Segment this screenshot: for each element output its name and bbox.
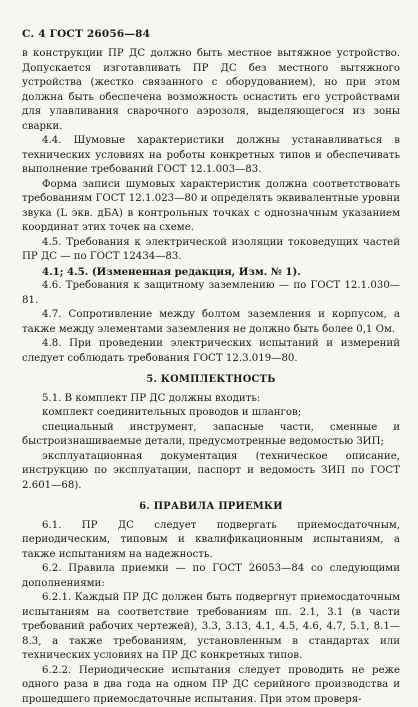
paragraph: 6.2.2. Периодические испытания следует проводить не реже одного раза в два года на одном ПР ДС серийного производства и прошедшего приемосдаточные испытания. При этом проверя- bbox=[22, 664, 400, 707]
paragraph: специальный инструмент, запасные части, сменные и быстроизнашиваемые детали, предусмотренные ведомостью ЗИП; bbox=[22, 421, 400, 450]
paragraph: 4.5. Требования к электрической изоляции токоведущих частей ПР ДС — по ГОСТ 12434—83. bbox=[22, 236, 400, 265]
paragraph: 6.2. Правила приемки — по ГОСТ 26053—84 со следующими дополнениями: bbox=[22, 562, 400, 591]
paragraph: 6.1. ПР ДС следует подвергать приемосдаточным, периодическим, типовым и квалификационным испытаниям, а также испытаниям на надежность. bbox=[22, 519, 400, 563]
paragraph: 4.6. Требования к защитному заземлению — по ГОСТ 12.1.030—81. bbox=[22, 279, 400, 308]
paragraph: комплект соединительных проводов и шлангов; bbox=[22, 406, 400, 421]
paragraph: 4.7. Сопротивление между болтом заземления и корпусом, а также между элементами заземления не должно быть более 0,1 Ом. bbox=[22, 308, 400, 337]
paragraph: 6.2.1. Каждый ПР ДС должен быть подвергнут приемосдаточным испытаниям на соответствие требованиям пп. 2.1, 3.1 (в части требований рабочих чертежей), 3.3, 3.13, 4.1, 4.5, 4.6, 4.7, 5.1, 8.1—8.3, а также требованиям, установленным в стандартах или технических условиях на ПР ДС конкретных типов. bbox=[22, 591, 400, 664]
paragraph: эксплуатационная документация (техническое описание, инструкцию по эксплуатации, паспорт и ведомость ЗИП по ГОСТ 2.601—68). bbox=[22, 450, 400, 494]
paragraph: 4.4. Шумовые характеристики должны устанавливаться в технических условиях на роботы конкретных типов и обеспечивать выполнение требований ГОСТ 12.1.003—83. bbox=[22, 134, 400, 178]
amendment-note: 4.1; 4.5. (Измененная редакция, Изм. № 1). bbox=[22, 265, 400, 280]
section-heading: 6. ПРАВИЛА ПРИЕМКИ bbox=[22, 500, 400, 515]
paragraph: 4.8. При проведении электрических испытаний и измерений следует соблюдать требования ГОСТ 12.3.019—80. bbox=[22, 337, 400, 366]
section-heading: 5. КОМПЛЕКТНОСТЬ bbox=[22, 373, 400, 388]
page-header: С. 4 ГОСТ 26056—84 bbox=[22, 28, 150, 40]
paragraph: 5.1. В комплект ПР ДС должны входить: bbox=[22, 392, 400, 407]
document-body bbox=[22, 47, 400, 707]
paragraph: Форма записи шумовых характеристик должна соответствовать требованиям ГОСТ 12.1.023—80 и определять эквивалентные уровни звука (L экв. дБА) в контрольных точках с однозначным указанием координат этих точек на схеме. bbox=[22, 178, 400, 236]
paragraph: в конструкции ПР ДС должно быть местное вытяжное устройство. Допускается изготавливать ПР ДС без местного вытяжного устройства (жестко связанного с оборудованием), но при этом должна быть обеспечена возможность оснастить его устройствами для улавливания сварочного аэрозоля, выделяющегося из зоны сварки. bbox=[22, 47, 400, 134]
